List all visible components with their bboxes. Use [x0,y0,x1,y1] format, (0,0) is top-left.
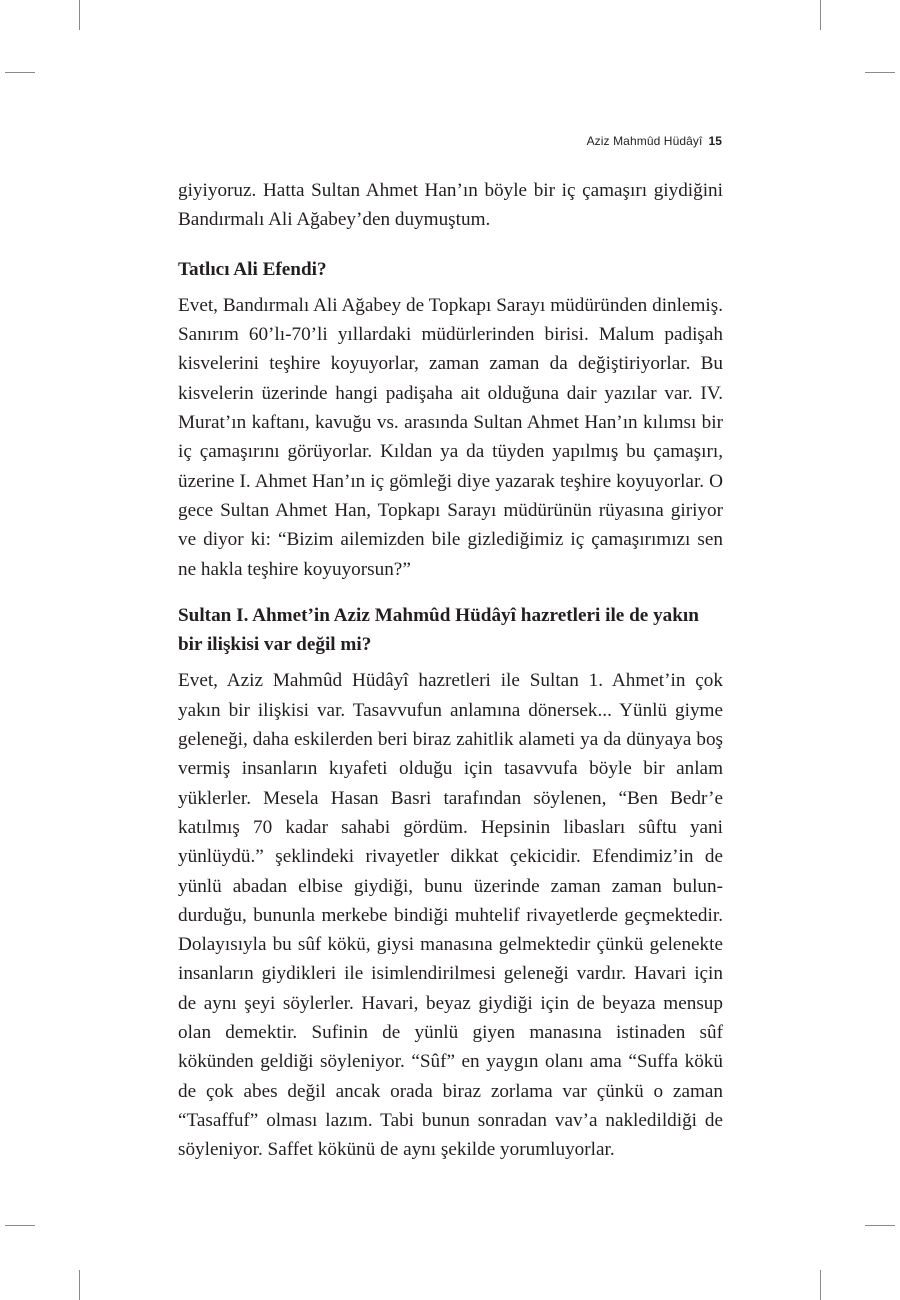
crop-mark-right-lower [865,1225,895,1226]
page-number: 15 [708,134,722,148]
answer-paragraph-2: Evet, Aziz Mahmûd Hüdâyî hazretleri ile Sultan 1. Ahmet’in çok yakın bir ilişkisi var. Tasavvufun anlamına dönersek... Yünlü giyme geleneği, daha eskilerden beri biraz zahitlik alameti ya da dünyaya boş vermiş insanların kıyafeti olduğu için tasavvufa böyle bir anlam yüklerler. Mesela Hasan Basri tarafından söylenen, “Ben Bedr’e katılmış 70 kadar sahabi gördüm. Hepsinin libasları sûftu yani yünlüydü.” şeklindeki rivayetler dikkat çekicidir. Efendimiz’in de yünlü abadan elbise giydiği, bunu üzerinde zaman zaman bulundurduğu, bununla merkebe bindiği muhtelif rivayetlerde geçmektedir. Dolayısıyla bu sûf kökü, giysi manasına gelmektedir çünkü gelenekte insanların giydikleri ile isimlendirilmesi geleneği vardır. Havari için de aynı şeyi söylerler. Havari, beyaz giydiği için de beyaza mensup olan demektir. Sufinin de yünlü giyen manasına istinaden sûf kökünden geldiği söyleniyor. “Sûf” en yaygın olanı ama “Suffa kökü de çok abes değil ancak orada biraz zorlama var çünkü o zaman “Tasaffuf” olması lazım. Tabi bunun sonradan vav’a nakledildiği de söyleniyor. Saffet kökünü de aynı şekilde yorumluyorlar. [178,670,723,1161]
paragraph-continuation: giyiyoruz. Hatta Sultan Ahmet Han’ın böyle bir iç çamaşırı giydiğini Bandırmalı Ali Ağabey’den duymuştum. [178,180,723,231]
crop-mark-bottom-left [79,1270,80,1300]
crop-mark-right-upper [865,72,895,73]
running-header [587,134,722,148]
crop-mark-left-lower [5,1225,35,1226]
crop-mark-top-left [79,0,80,30]
crop-mark-top-right [820,0,821,30]
question-heading-2: Sultan I. Ahmet’in Aziz Mahmûd Hüdâyî hazretleri ile de yakın bir ilişkisi var değil mi? [178,604,699,656]
running-title: Aziz Mahmûd Hüdâyî [586,134,703,148]
crop-mark-bottom-right [820,1270,821,1300]
crop-mark-left-upper [5,72,35,73]
page-body [178,176,723,1165]
answer-paragraph-1: Evet, Bandırmalı Ali Ağabey de Topkapı Sarayı müdüründen dinlemiş. Sanırım 60’lı-70’li yıllardaki müdürlerinden birisi. Malum padişah kisvelerini teşhire koyuyorlar, zaman zaman da değiştiriyorlar. Bu kisvelerin üzerinde hangi padişaha ait olduğuna dair yazılar var. IV. Murat’ın kaftanı, kavuğu vs. arasında Sultan Ahmet Han’ın kılımsı bir iç çamaşırını görüyorlar. Kıldan ya da tüyden yapılmış bu çamaşırı, üzerine I. Ahmet Han’ın iç gömleği diye yazarak teşhire koyuyorlar. O gece Sultan Ahmet Han, Topkapı Sarayı müdürünün rüyasına giriyor ve diyor ki: “Bizim ailemizden bile gizlediğimiz iç çamaşırımızı sen ne hakla teşhire koyuyorsun?” [178,294,723,580]
question-heading-1: Tatlıcı Ali Efendi? [178,258,327,280]
